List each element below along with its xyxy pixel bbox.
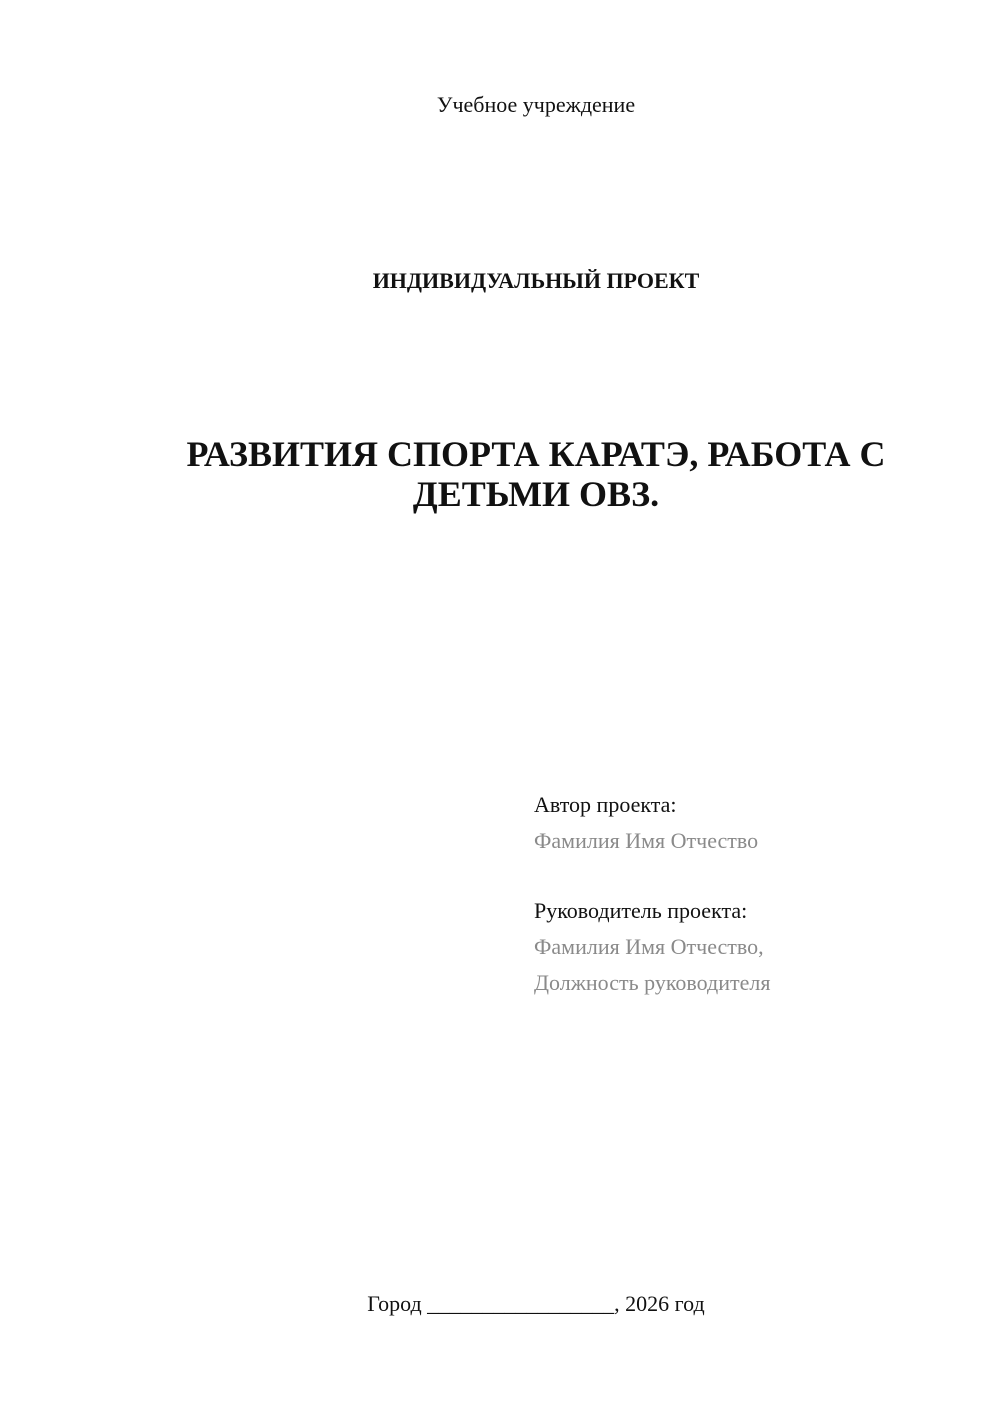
author-label: Автор проекта: xyxy=(534,792,677,817)
project-title-line-1: РАЗВИТИЯ СПОРТА КАРАТЭ, РАБОТА С xyxy=(186,434,886,474)
credits-block xyxy=(534,787,974,1001)
supervisor-name-placeholder: Фамилия Имя Отчество, xyxy=(534,934,764,959)
author-name-placeholder: Фамилия Имя Отчество xyxy=(534,828,759,853)
project-title xyxy=(130,434,942,514)
project-title-line-2: ДЕТЬМИ ОВЗ. xyxy=(412,474,660,514)
document-type-heading: ИНДИВИДУАЛЬНЫЙ ПРОЕКТ xyxy=(372,268,700,293)
supervisor-label: Руководитель проекта: xyxy=(534,898,748,923)
credits-spacer xyxy=(534,859,974,893)
institution-name: Учебное учреждение xyxy=(436,92,636,117)
city-year-line: Город _________________, 2026 год xyxy=(367,1291,705,1316)
supervisor-position-placeholder: Должность руководителя xyxy=(534,970,771,995)
